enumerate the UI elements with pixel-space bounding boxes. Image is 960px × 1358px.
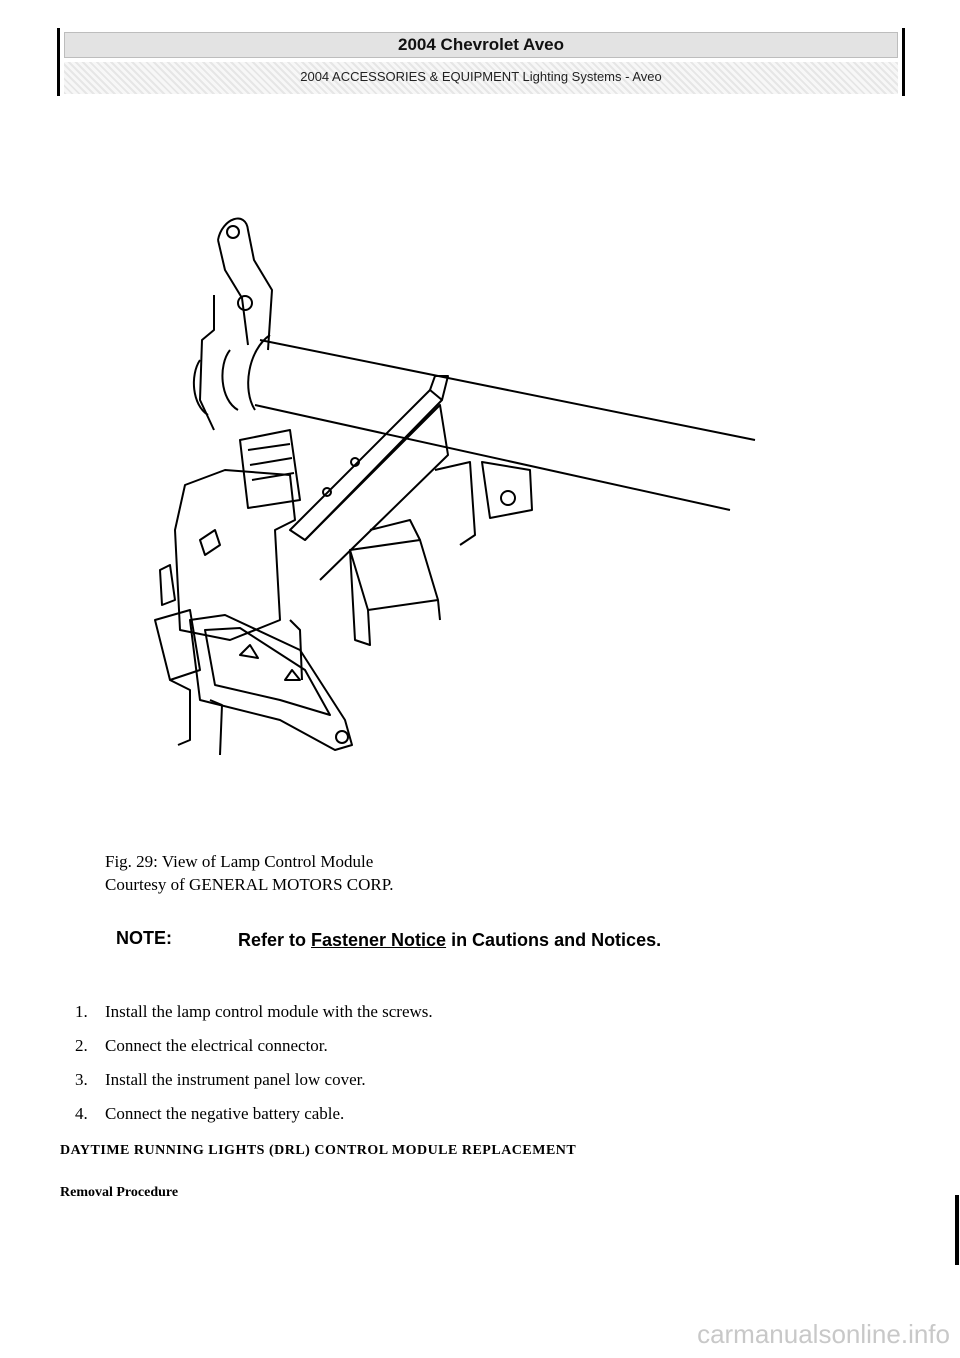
note-text-before: Refer to: [238, 930, 312, 950]
header-left-rule: [57, 28, 60, 96]
header-right-rule: [902, 28, 905, 96]
note-text-after: in Cautions and Notices.: [446, 930, 662, 950]
step-text: Install the lamp control module with the screws.: [105, 1002, 433, 1021]
step-number: 1.: [75, 1002, 88, 1021]
step-number: 4.: [75, 1104, 88, 1123]
step-text: Connect the negative battery cable.: [105, 1104, 345, 1123]
lamp-control-module-illustration: [130, 200, 760, 780]
step-number: 2.: [75, 1036, 88, 1055]
figure-caption: [105, 850, 394, 896]
note-label: NOTE:: [116, 928, 172, 948]
section-heading: DAYTIME RUNNING LIGHTS (DRL) CONTROL MODULE REPLACEMENT: [60, 1143, 577, 1158]
removal-procedure-heading: Removal Procedure: [60, 1185, 179, 1200]
document-title: 2004 Chevrolet Aveo: [64, 32, 898, 58]
figure-caption-credit: Courtesy of GENERAL MOTORS CORP.: [105, 875, 394, 894]
note-text: [238, 928, 708, 953]
step-text: Install the instrument panel low cover.: [105, 1070, 366, 1089]
watermark: carmanualsonline.info: [697, 1319, 950, 1349]
figure-caption-title: Fig. 29: View of Lamp Control Module: [105, 852, 374, 871]
page-edge-rule: [955, 1195, 959, 1265]
fastener-notice-link[interactable]: Fastener Notice: [311, 930, 447, 950]
step-number: 3.: [75, 1070, 88, 1089]
step-text: Connect the electrical connector.: [105, 1036, 328, 1055]
document-subtitle: 2004 ACCESSORIES & EQUIPMENT Lighting Systems - Aveo: [64, 62, 898, 94]
